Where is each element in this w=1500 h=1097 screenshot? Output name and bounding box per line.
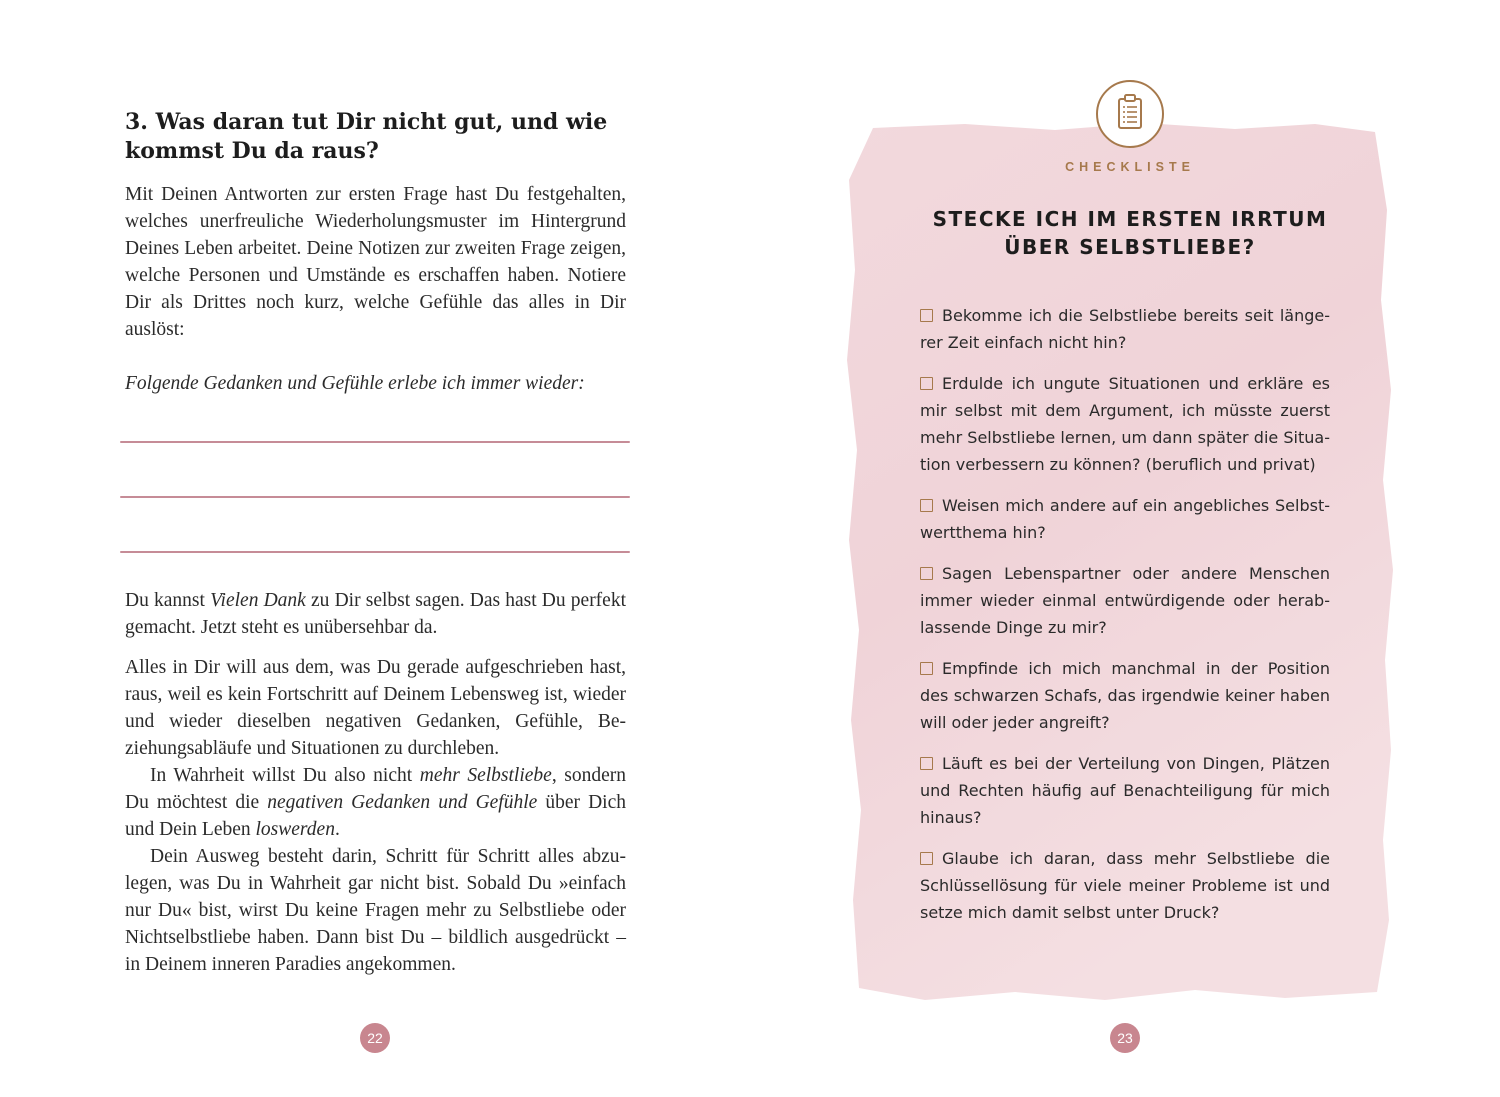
checkbox[interactable] bbox=[920, 309, 933, 322]
thanks-paragraph bbox=[125, 587, 626, 641]
checklist-item-text: Glaube ich daran, dass mehr Selbstliebe die Schlüssellösung für viele meiner Probleme ist und setze mich damit selbst unter Druck? bbox=[920, 849, 1330, 922]
checklist-item bbox=[920, 302, 1330, 356]
checklist-item-text: Sagen Lebenspartner oder andere Menschen immer wieder einmal entwürdigende oder herablassende Dinge zu mir? bbox=[920, 564, 1330, 637]
text-run: zu Dir selbst sagen. Das hast Du perfekt gemacht. Jetzt steht es unübersehbar da. bbox=[125, 590, 627, 638]
clipboard-checklist-icon bbox=[1095, 79, 1165, 149]
checkbox[interactable] bbox=[920, 377, 933, 390]
main-paragraphs bbox=[125, 654, 626, 978]
page-number: 23 bbox=[1110, 1023, 1140, 1053]
text-run: , sondern Du möchtest die bbox=[125, 765, 627, 813]
checklist-item bbox=[920, 655, 1330, 736]
checklist-item-text: Empfinde ich mich manchmal in der Position des schwarzen Schafs, das irgendwie keiner haben will oder jeder angreift? bbox=[920, 659, 1330, 732]
page-number: 22 bbox=[360, 1023, 390, 1053]
checklist-item-text: Weisen mich andere auf ein angebliches Selbstwertthema hin? bbox=[920, 496, 1330, 542]
checklist-item bbox=[920, 560, 1330, 641]
writing-line[interactable] bbox=[120, 496, 630, 498]
paragraph: Dein Ausweg besteht darin, Schritt für Schritt alles abzulegen, was Du in Wahrheit gar nicht bist. Sobald Du »einfach nur Du« bist, wirst Du keine Fragen mehr zu Selbstliebe oder Nichtselbstliebe haben. Dann bist Du – bildlich ausgedrückt – in Deinem inneren Paradies angekommen. bbox=[125, 846, 626, 975]
checkbox[interactable] bbox=[920, 499, 933, 512]
emphasis-text: loswerden bbox=[255, 819, 335, 840]
paragraph bbox=[125, 762, 626, 843]
checkbox[interactable] bbox=[920, 852, 933, 865]
text-run: Du kannst bbox=[125, 590, 211, 611]
heading-line-1: 3. Was daran tut Dir nicht gut, und wie bbox=[125, 109, 608, 135]
text-run: . bbox=[334, 819, 340, 840]
right-page bbox=[750, 0, 1500, 1097]
writing-line[interactable] bbox=[120, 441, 630, 443]
heading-line-2: kommst Du da raus? bbox=[125, 138, 379, 164]
checklist-item bbox=[920, 750, 1330, 831]
checklist-item-text: Läuft es bei der Verteilung von Dingen, Plätzen und Rechten häufig auf Benachteiligung für mich hinaus? bbox=[920, 754, 1330, 827]
writing-prompt: Folgende Gedanken und Gefühle erlebe ich immer wieder: bbox=[125, 373, 585, 394]
checklist-item-text: Erdulde ich ungute Situationen und erkläre es mir selbst mit dem Argument, ich müsste zuerst mehr Selbstliebe lernen, um dann später die Situation verbessern zu können? (beruflich und privat) bbox=[920, 374, 1330, 474]
checklist-title bbox=[920, 205, 1340, 261]
checkbox[interactable] bbox=[920, 662, 933, 675]
intro-paragraph: Mit Deinen Antworten zur ersten Frage hast Du festgehalten, welches unerfreuliche Wiederholungsmuster im Hintergrund Deines Leben arbeitet. Deine Notizen zur zweiten Frage zeigen, welche Personen und Umstände es erschaffen haben. Notiere Dir als Drittes noch kurz, welche Gefühle das alles in Dir auslöst: bbox=[125, 184, 626, 340]
checklist-item bbox=[920, 845, 1330, 926]
text-run: In Wahrheit willst Du also nicht bbox=[150, 765, 420, 786]
checklist-item bbox=[920, 492, 1330, 546]
checklist-item-text: Bekomme ich die Selbstliebe bereits seit längerer Zeit einfach nicht hin? bbox=[920, 306, 1330, 352]
checklist-item bbox=[920, 370, 1330, 478]
checkbox[interactable] bbox=[920, 567, 933, 580]
title-line-1: STECKE ICH IM ERSTEN IRRTUM bbox=[932, 207, 1328, 231]
emphasis-text: Vielen Dank bbox=[210, 590, 306, 611]
section-heading bbox=[125, 108, 645, 166]
emphasis-text: negativen Gedanken und Gefühle bbox=[267, 792, 538, 813]
checkbox[interactable] bbox=[920, 757, 933, 770]
emphasis-text: mehr Selbstliebe bbox=[419, 765, 552, 786]
checklist-label: CHECKLISTE bbox=[1065, 160, 1195, 174]
paragraph: Alles in Dir will aus dem, was Du gerade aufgeschrieben hast, raus, weil es kein Fortschritt auf Deinem Lebensweg ist, wieder und wieder dieselben negativen Gedanken, Gefühle, Beziehungsabläufe und Situationen zu durchleben. bbox=[125, 657, 626, 759]
checklist bbox=[920, 302, 1330, 940]
writing-line[interactable] bbox=[120, 551, 630, 553]
title-line-2: ÜBER SELBSTLIEBE? bbox=[1004, 235, 1256, 259]
text-run: über Dich und Dein Leben bbox=[125, 792, 626, 840]
